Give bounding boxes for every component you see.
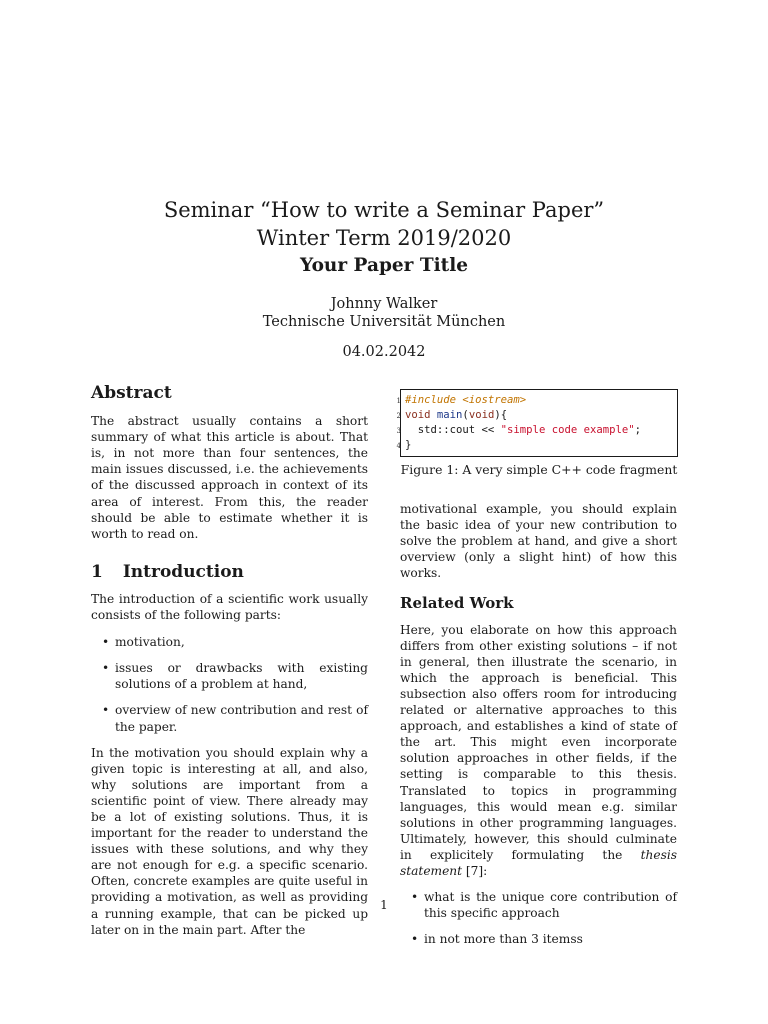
right-column bbox=[400, 501, 677, 947]
bullet-icon: • bbox=[102, 703, 110, 718]
section-title: Introduction bbox=[122, 561, 244, 582]
introduction-intro-text: The introduction of a scientific work usually consists of the following parts: bbox=[91, 591, 368, 623]
bullet-icon: • bbox=[411, 932, 419, 947]
list-item: • motivation, bbox=[102, 635, 185, 650]
author-name: Johnny Walker bbox=[330, 296, 438, 312]
continuation-text: motivational example, you should explain the basic idea of your new contribution to solve the problem at hand, and give a short overview (only a slight hint) of how this works. bbox=[400, 502, 677, 581]
code-token: std::cout << bbox=[405, 424, 501, 436]
related-work-text: Here, you elaborate on how this approach differs from other existing solutions – if not in general, then illustrate the scenario, in which the approach is beneficial. This subsection also offers room for introducing related or alternative approaches to this approach, and establishes a kind of state of the art. This might even incorporate solution approaches in other fields, if the setting is comparable to this thesis. Translated to topics in programming languages, this would mean e.g. similar solutions in other programming languages. Ultimately, however, this should culminate in explicitely formulating the thesis statement [7]: bbox=[400, 622, 677, 878]
related-work-heading: Related Work bbox=[400, 594, 514, 613]
list-item: • in not more than 3 itemss bbox=[411, 932, 583, 947]
section-number: 1 bbox=[91, 561, 103, 582]
code-token: main bbox=[436, 409, 463, 421]
line-number: 3 bbox=[396, 427, 401, 435]
code-token: ){ bbox=[494, 409, 508, 421]
introduction-heading bbox=[91, 561, 368, 582]
code-line bbox=[396, 438, 673, 453]
bullet-icon: • bbox=[102, 635, 110, 650]
code-token: "simple code example" bbox=[500, 424, 635, 436]
seminar-line: Seminar “How to write a Seminar Paper” bbox=[163, 198, 605, 222]
line-number: 2 bbox=[396, 412, 401, 420]
code-token: void bbox=[405, 409, 431, 421]
code-token: } bbox=[405, 439, 412, 451]
code-line bbox=[396, 393, 673, 408]
thesis-statement-term: thesis statement bbox=[400, 847, 677, 878]
code-listing bbox=[396, 389, 678, 457]
code-token: void bbox=[468, 409, 495, 421]
list-item: • issues or drawbacks with existing solutions of a problem at hand, bbox=[102, 661, 368, 692]
date: 04.02.2042 bbox=[342, 344, 426, 360]
bullet-icon: • bbox=[102, 661, 110, 676]
paper-title: Your Paper Title bbox=[299, 255, 468, 276]
bullet-icon: • bbox=[411, 890, 419, 905]
abstract-heading: Abstract bbox=[91, 383, 172, 403]
list-item: • overview of new contribution and rest of the paper. bbox=[102, 703, 368, 734]
line-number: 4 bbox=[396, 442, 401, 450]
abstract-text: The abstract usually contains a short summary of what this article is about. That is, in not more than four sentences, the main issues discussed, i.e. the achievements of the discussed approach in context of its area of interest. From this, the reader should be able to estimate whether it is worth to read on. bbox=[91, 414, 368, 541]
code-token: #include <iostream> bbox=[405, 394, 527, 406]
list-item: • what is the unique core contribution of this specific approach bbox=[411, 890, 677, 921]
motivation-text: In the motivation you should explain why a given topic is interesting at all, and also, why solutions are important from a scientific point of view. There already may be a lot of existing solutions. Thus, it is important for the reader to understand the issues with these solutions, and why they are not enough for e.g. a specific scenario. Often, concrete examples are quite useful in providing a motivation, as well as providing a running example, that can be picked up later on in the main part. After the bbox=[91, 745, 368, 937]
code-line bbox=[396, 423, 673, 438]
code-token: ( bbox=[462, 409, 469, 421]
page-number: 1 bbox=[380, 898, 388, 912]
code-token: ; bbox=[634, 424, 641, 436]
code-line bbox=[396, 408, 673, 423]
term-line: Winter Term 2019/2020 bbox=[256, 226, 512, 250]
left-column bbox=[91, 385, 368, 938]
introduction-list bbox=[91, 634, 368, 734]
affiliation: Technische Universität München bbox=[262, 314, 506, 330]
code-lines bbox=[396, 393, 673, 453]
citation: [7]: bbox=[462, 863, 488, 878]
line-number: 1 bbox=[396, 397, 401, 405]
figure-caption: Figure 1: A very simple C++ code fragment bbox=[400, 462, 678, 477]
